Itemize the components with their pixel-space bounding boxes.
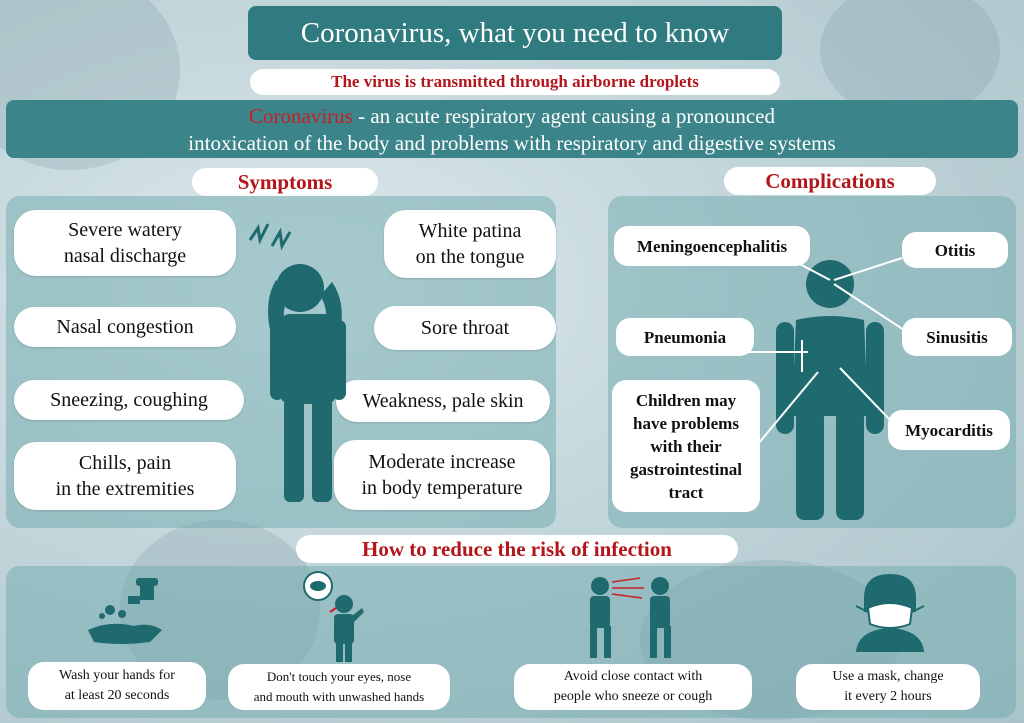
- dont-touch-face-icon: [300, 568, 380, 664]
- complication-myocarditis: Myocarditis: [888, 410, 1010, 450]
- definition-term: Coronavirus: [249, 104, 353, 128]
- symptom-line: Chills, pain: [78, 452, 172, 474]
- symptom-line: on the tongue: [415, 246, 525, 268]
- symptom-line: in body temperature: [361, 477, 523, 499]
- symptom-line: Weakness, pale skin: [362, 390, 524, 412]
- definition-banner: [6, 100, 1018, 158]
- complication-children-gi: [612, 380, 760, 512]
- symptom-line: in the extremities: [55, 478, 195, 500]
- complication-line: have problems: [633, 413, 739, 433]
- wash-hands-icon: [80, 572, 180, 654]
- prevention-line: Wash your hands for: [59, 668, 175, 683]
- symptom-card: [14, 210, 236, 276]
- prevention-line: Don't touch your eyes, nose: [266, 669, 412, 684]
- complication-line: Children may: [635, 390, 737, 410]
- definition-line1: - an acute respiratory agent causing a pronounced: [352, 104, 775, 128]
- symptom-line: White patina: [418, 220, 522, 242]
- prevention-line: it every 2 hours: [844, 689, 932, 704]
- prevention-line: Avoid close contact with: [563, 669, 703, 684]
- avoid-contact-icon: [578, 572, 688, 662]
- prevention-card: [228, 664, 450, 710]
- prevention-card: [514, 664, 752, 710]
- complication-meningoencephalitis: Meningoencephalitis: [614, 226, 810, 266]
- definition-line2: intoxication of the body and problems with respiratory and digestive systems: [188, 131, 836, 155]
- symptom-card: [374, 306, 556, 350]
- symptom-line: Sore throat: [420, 317, 510, 339]
- complication-line: gastrointestinal: [629, 459, 743, 479]
- page-title: Coronavirus, what you need to know: [248, 6, 782, 60]
- complication-pneumonia: Pneumonia: [616, 318, 754, 356]
- symptom-line: Nasal congestion: [56, 316, 194, 338]
- symptom-line: nasal discharge: [63, 245, 187, 267]
- sick-person-icon: [236, 210, 376, 510]
- symptom-line: Sneezing, coughing: [50, 389, 208, 411]
- symptom-card: [14, 307, 236, 347]
- complication-line: tract: [668, 482, 704, 502]
- complication-line: with their: [650, 436, 722, 456]
- complication-otitis: Otitis: [902, 232, 1008, 268]
- symptoms-heading: Symptoms: [192, 168, 378, 196]
- symptom-line: Severe watery: [68, 219, 182, 241]
- prevention-heading: How to reduce the risk of infection: [296, 535, 738, 563]
- complication-sinusitis: Sinusitis: [902, 318, 1012, 356]
- prevention-line: and mouth with unwashed hands: [253, 689, 425, 704]
- prevention-card: [796, 664, 980, 710]
- subtitle: The virus is transmitted through airborne droplets: [250, 69, 780, 95]
- complications-heading: Complications: [724, 167, 936, 195]
- symptom-card: [14, 380, 244, 420]
- prevention-card: [28, 662, 206, 710]
- prevention-line: Use a mask, change: [832, 669, 944, 684]
- symptom-card: [14, 442, 236, 510]
- prevention-line: at least 20 seconds: [64, 688, 170, 703]
- symptom-card: [384, 210, 556, 278]
- face-mask-icon: [852, 568, 928, 652]
- symptom-line: Moderate increase: [368, 451, 516, 473]
- prevention-line: people who sneeze or cough: [553, 689, 713, 704]
